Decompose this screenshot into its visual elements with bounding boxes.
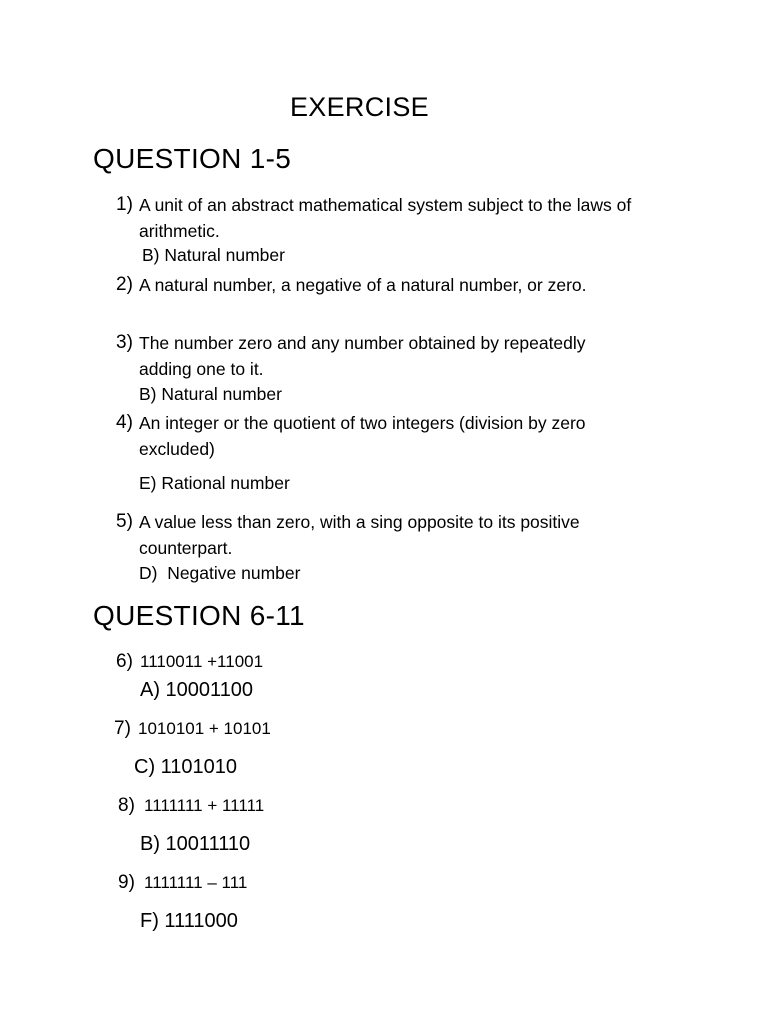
- question-text: An integer or the quotient of two integers (division by zero excluded): [139, 413, 586, 459]
- binary-expression: 1111111 – 111: [144, 873, 248, 892]
- answer: C) 1101010: [134, 756, 238, 778]
- question-number: 7): [114, 718, 131, 739]
- question-number: 3): [116, 332, 133, 353]
- question-number: 4): [116, 412, 133, 433]
- section-heading-1-5: QUESTION 1-5: [93, 143, 292, 174]
- answer: A) 10001100: [140, 679, 254, 701]
- section-heading-6-11: QUESTION 6-11: [93, 600, 305, 631]
- question-number: 1): [116, 194, 133, 215]
- question-text: A unit of an abstract mathematical system subject to the laws of arithmetic.: [139, 195, 632, 241]
- page-title: EXERCISE: [290, 92, 429, 122]
- binary-expression: 1111111 + 11111: [144, 796, 265, 815]
- question-number: 6): [116, 651, 133, 672]
- question-number: 8): [118, 795, 135, 816]
- binary-expression: 1010101 + 10101: [138, 719, 271, 738]
- answer: D) Negative number: [139, 563, 301, 583]
- binary-expression: 1110011 +11001: [140, 652, 264, 671]
- question-text: The number zero and any number obtained by repeatedly adding one to it.: [139, 333, 586, 379]
- question-number: 2): [116, 274, 133, 295]
- answer: B) Natural number: [142, 245, 285, 265]
- answer: F) 1111000: [140, 910, 238, 932]
- question-number: 9): [118, 872, 135, 893]
- question-number: 5): [116, 511, 133, 532]
- answer: E) Rational number: [139, 473, 290, 493]
- question-text: A natural number, a negative of a natural number, or zero.: [139, 275, 587, 295]
- answer: B) 10011110: [140, 833, 251, 855]
- answer: B) Natural number: [139, 384, 282, 404]
- question-text: A value less than zero, with a sing opposite to its positive counterpart.: [139, 512, 580, 558]
